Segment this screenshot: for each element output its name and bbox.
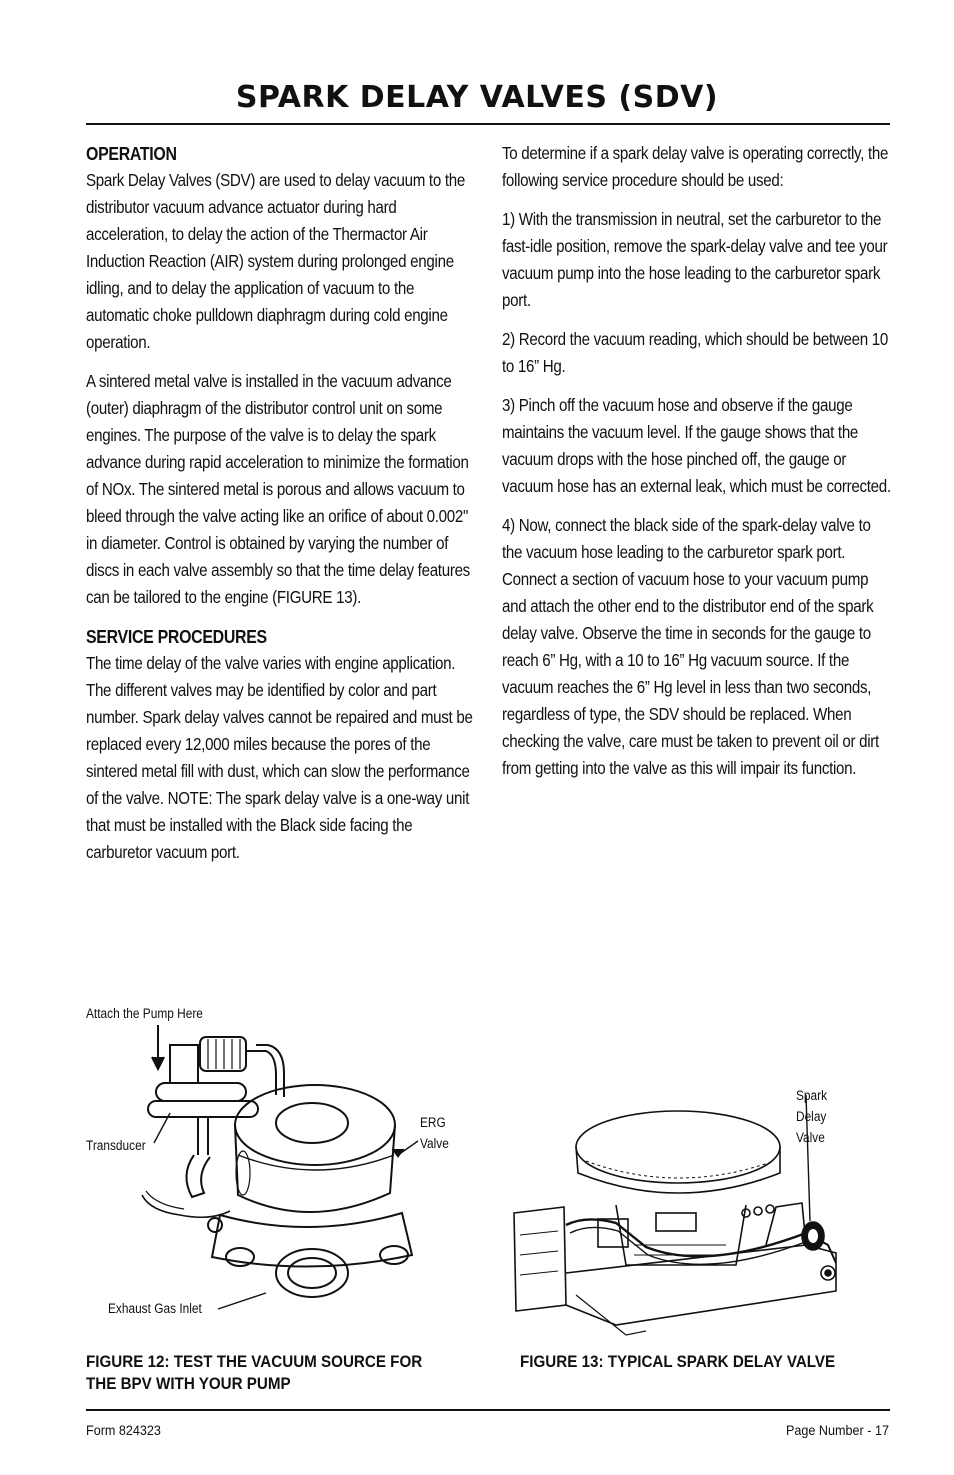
- figure13-label-line2: Delay: [796, 1109, 827, 1124]
- figure13-engine-illustration: [506, 1095, 856, 1340]
- figure12-label-erg-line1: ERG: [420, 1115, 446, 1130]
- figure12-caption-line1: FIGURE 12: TEST THE VACUUM SOURCE FOR: [86, 1353, 423, 1371]
- footer-page-number: Page Number - 17: [786, 1422, 889, 1438]
- figure13-label-line1: Spark: [796, 1088, 828, 1103]
- procedure-step-2: 2) Record the vacuum reading, which should be between 10 to 16” Hg.: [502, 329, 889, 376]
- procedure-step-4: 4) Now, connect the black side of the spark-delay valve to the vacuum hose leading to the carburetor spark port. Connect a section of vacuum hose to your vacuum pump and attach the other end to the distributor end of the spark delay valve. Observe the time in seconds for the gauge to reach 6” Hg, with a 10 to 16” Hg vacuum source. If the vacuum reaches the 6” Hg level in less than two seconds, regardless of type, the SDV should be replaced. When checking the valve, care must be taken to prevent oil or dirt from getting into the valve as this will impair its function.: [502, 515, 879, 778]
- procedure-step-3: 3) Pinch off the vacuum hose and observe if the gauge maintains the vacuum level. If the gauge shows that the vacuum drops with the hose pinched off, the gauge or vacuum hose has an external leak, which must be corrected.: [502, 395, 891, 496]
- procedure-intro: To determine if a spark delay valve is operating correctly, the following service procedure should be used:: [502, 143, 889, 190]
- figure12-label-erg-line2: Valve: [420, 1136, 449, 1151]
- figure13-caption: FIGURE 13: TYPICAL SPARK DELAY VALVE: [520, 1353, 836, 1371]
- operation-paragraph-1: Spark Delay Valves (SDV) are used to delay vacuum to the distributor vacuum advance actuator during hard acceleration, to delay the action of the Thermactor Air Induction Reaction (AIR) system during prolonged engine idling, and to delay the application of vacuum to the automatic choke pulldown diaphragm during cold engine operation.: [86, 170, 465, 352]
- figure12-label-exhaust: Exhaust Gas Inlet: [108, 1301, 202, 1316]
- figure12-label-pump: Attach the Pump Here: [86, 1006, 203, 1021]
- figure12-egr-valve-illustration: [140, 1025, 420, 1305]
- service-procedures-heading: SERVICE PROCEDURES: [86, 626, 267, 647]
- left-column: [86, 140, 473, 878]
- figure12-caption-line2: THE BPV WITH YOUR PUMP: [86, 1375, 291, 1393]
- footer-form-number: Form 824323: [86, 1422, 161, 1438]
- title-rule: [86, 123, 890, 125]
- right-column: [502, 140, 893, 794]
- operation-heading: OPERATION: [86, 143, 177, 164]
- service-paragraph-1: The time delay of the valve varies with engine application. The different valves may be identified by color and part number. Spark delay valves cannot be repaired and must be replaced every 12,000 miles because the pores of the sintered metal fill with dust, which can slow the performance of the valve. NOTE: The spark delay valve is a one-way unit that must be installed with the Black side facing the carburetor vacuum port.: [86, 653, 473, 862]
- page-title: SPARK DELAY VALVES (SDV): [235, 80, 719, 115]
- operation-paragraph-2: A sintered metal valve is installed in the vacuum advance (outer) diaphragm of the distributor control unit on some engines. The purpose of the valve is to delay the spark advance during rapid acceleration to minimize the formation of NOx. The sintered metal is porous and allows vacuum to bleed through the valve acting like an orifice of about 0.002" in diameter. Control is obtained by varying the number of discs in each valve assembly so that the time delay features can be tailored to the engine (FIGURE 13).: [86, 371, 470, 607]
- procedure-step-1: 1) With the transmission in neutral, set the carburetor to the fast-idle position, remove the spark-delay valve and tee your vacuum pump into the hose leading to the carburetor spark port.: [502, 209, 888, 310]
- figure13-label-line3: Valve: [796, 1130, 825, 1145]
- footer-rule: [86, 1409, 890, 1411]
- figure12-label-transducer: Transducer: [86, 1138, 146, 1153]
